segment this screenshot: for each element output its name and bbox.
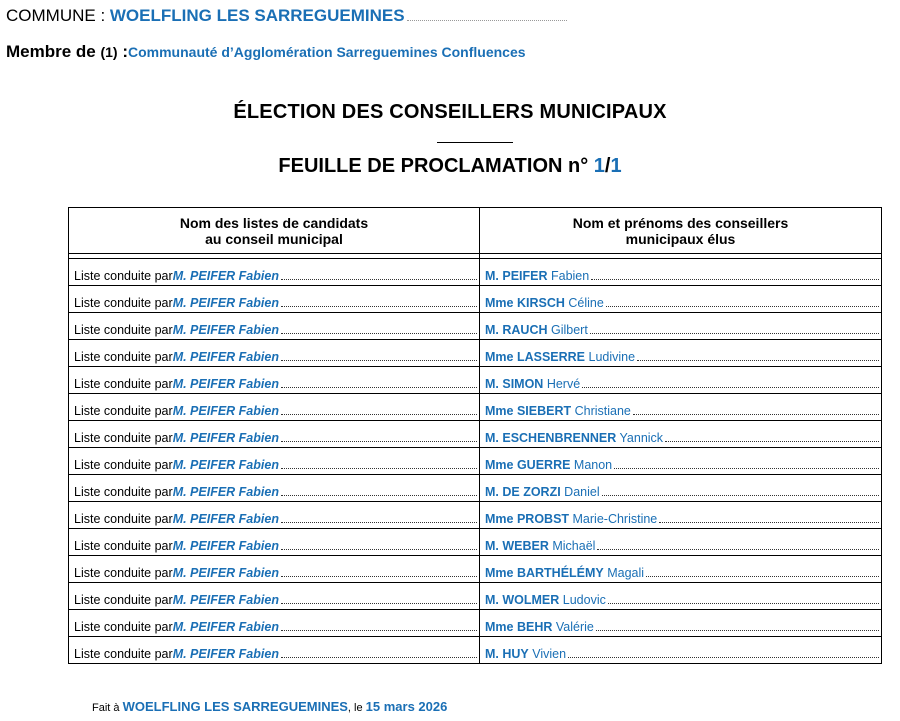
elected-cell xyxy=(480,367,882,394)
results-table xyxy=(68,207,882,664)
sheet-number: 1 xyxy=(593,155,605,177)
footer-mid: , le xyxy=(347,702,366,714)
table-row xyxy=(69,475,882,502)
elected-surname: PROBST xyxy=(516,512,570,526)
list-head-name: M. PEIFER Fabien xyxy=(172,350,279,364)
list-prefix: Liste conduite par xyxy=(74,647,173,661)
list-prefix: Liste conduite par xyxy=(74,485,173,499)
elected-given-name: Marie-Christine xyxy=(569,512,658,526)
sheet-slash: / xyxy=(604,155,611,177)
column-header-elected-line2: municipaux élus xyxy=(625,231,736,247)
list-head-name: M. PEIFER Fabien xyxy=(172,296,279,310)
column-header-elected xyxy=(480,208,882,254)
dotted-leader xyxy=(606,306,879,307)
list-prefix: Liste conduite par xyxy=(74,458,173,472)
footer-date: 15 mars 2026 xyxy=(365,699,448,714)
list-cell xyxy=(69,421,480,448)
dotted-leader xyxy=(281,279,477,280)
list-cell xyxy=(69,340,480,367)
list-cell xyxy=(69,448,480,475)
dotted-leader xyxy=(281,522,477,523)
list-cell xyxy=(69,259,480,286)
dotted-leader xyxy=(281,333,477,334)
dotted-leader xyxy=(659,522,879,523)
list-prefix: Liste conduite par xyxy=(74,269,173,283)
elected-cell xyxy=(480,313,882,340)
elected-given-name: Valérie xyxy=(552,620,594,634)
elected-given-name: Christiane xyxy=(571,404,631,418)
elected-name xyxy=(485,458,612,472)
sheet-title-prefix: FEUILLE DE PROCLAMATION n° xyxy=(278,155,594,177)
elected-name xyxy=(485,377,580,391)
elected-surname: SIMON xyxy=(502,377,544,391)
dotted-leader xyxy=(281,603,477,604)
dotted-leader xyxy=(281,495,477,496)
elected-surname: KIRSCH xyxy=(516,296,565,310)
dotted-leader xyxy=(281,576,477,577)
elected-civility: M. xyxy=(485,377,503,391)
elected-civility: Mme xyxy=(485,350,517,364)
dotted-leader xyxy=(568,657,879,658)
elected-given-name: Fabien xyxy=(547,269,590,283)
dotted-leader xyxy=(582,387,879,388)
dotted-leader xyxy=(602,495,879,496)
elected-cell xyxy=(480,637,882,664)
table-row xyxy=(69,286,882,313)
list-cell xyxy=(69,610,480,637)
list-head-name: M. PEIFER Fabien xyxy=(172,377,279,391)
elected-surname: SIEBERT xyxy=(516,404,572,418)
dotted-leader xyxy=(281,549,477,550)
elected-name xyxy=(485,485,600,499)
elected-name xyxy=(485,647,566,661)
commune-separator: : xyxy=(95,6,110,25)
dotted-leader xyxy=(590,333,879,334)
table-row xyxy=(69,367,882,394)
table-row xyxy=(69,421,882,448)
list-cell xyxy=(69,529,480,556)
elected-cell xyxy=(480,556,882,583)
dotted-leader xyxy=(614,468,879,469)
elected-name xyxy=(485,593,606,607)
list-prefix: Liste conduite par xyxy=(74,620,173,634)
elected-cell xyxy=(480,394,882,421)
elected-given-name: Vivien xyxy=(528,647,567,661)
elected-cell xyxy=(480,610,882,637)
list-head-name: M. PEIFER Fabien xyxy=(172,647,279,661)
elected-surname: WOLMER xyxy=(502,593,560,607)
membre-line xyxy=(6,42,526,62)
table-row xyxy=(69,340,882,367)
list-prefix: Liste conduite par xyxy=(74,431,173,445)
table-row xyxy=(69,637,882,664)
dotted-leader xyxy=(596,630,879,631)
elected-cell xyxy=(480,286,882,313)
footer-place: WOELFLING LES SARREGUEMINES xyxy=(122,699,348,714)
table-row xyxy=(69,502,882,529)
elected-given-name: Yannick xyxy=(616,431,664,445)
dotted-leader xyxy=(281,414,477,415)
elected-given-name: Ludivine xyxy=(585,350,636,364)
dotted-leader xyxy=(281,306,477,307)
elected-civility: Mme xyxy=(485,566,517,580)
elected-civility: Mme xyxy=(485,458,517,472)
table-row xyxy=(69,448,882,475)
elected-surname: ESCHENBRENNER xyxy=(502,431,617,445)
table-row xyxy=(69,259,882,286)
list-head-name: M. PEIFER Fabien xyxy=(172,539,279,553)
dotted-leader xyxy=(637,360,879,361)
elected-cell xyxy=(480,421,882,448)
elected-civility: M. xyxy=(485,323,503,337)
commune-label: COMMUNE xyxy=(6,6,96,25)
dotted-leader xyxy=(665,441,879,442)
elected-civility: M. xyxy=(485,647,503,661)
elected-civility: Mme xyxy=(485,512,517,526)
list-head-name: M. PEIFER Fabien xyxy=(172,323,279,337)
elected-name xyxy=(485,404,631,418)
elected-name xyxy=(485,566,644,580)
list-cell xyxy=(69,475,480,502)
elected-surname: WEBER xyxy=(502,539,549,553)
elected-name xyxy=(485,323,588,337)
elected-cell xyxy=(480,448,882,475)
list-cell xyxy=(69,394,480,421)
list-cell xyxy=(69,502,480,529)
list-head-name: M. PEIFER Fabien xyxy=(172,512,279,526)
membre-footnote-ref: (1) xyxy=(100,44,118,60)
elected-given-name: Hervé xyxy=(543,377,581,391)
footer-line xyxy=(92,699,447,714)
elected-cell xyxy=(480,529,882,556)
elected-civility: M. xyxy=(485,485,503,499)
elected-given-name: Céline xyxy=(564,296,604,310)
footer-prefix: Fait à xyxy=(92,702,123,714)
elected-surname: GUERRE xyxy=(516,458,571,472)
dotted-leader xyxy=(281,657,477,658)
list-head-name: M. PEIFER Fabien xyxy=(172,431,279,445)
membre-separator: : xyxy=(117,42,128,61)
elected-surname: DE ZORZI xyxy=(502,485,561,499)
dotted-leader xyxy=(281,468,477,469)
table-row xyxy=(69,556,882,583)
list-prefix: Liste conduite par xyxy=(74,323,173,337)
elected-given-name: Michaël xyxy=(548,539,596,553)
elected-given-name: Gilbert xyxy=(547,323,588,337)
elected-name xyxy=(485,539,595,553)
list-head-name: M. PEIFER Fabien xyxy=(172,458,279,472)
list-cell xyxy=(69,286,480,313)
elected-surname: HUY xyxy=(502,647,529,661)
elected-surname: LASSERRE xyxy=(516,350,586,364)
elected-cell xyxy=(480,475,882,502)
dotted-leader xyxy=(281,630,477,631)
list-head-name: M. PEIFER Fabien xyxy=(172,620,279,634)
sheet-total: 1 xyxy=(610,155,622,177)
dotted-leader xyxy=(281,360,477,361)
table-row xyxy=(69,394,882,421)
elected-surname: BARTHÉLÉMY xyxy=(516,566,604,580)
list-prefix: Liste conduite par xyxy=(74,539,173,553)
elected-surname: RAUCH xyxy=(502,323,548,337)
table-row xyxy=(69,610,882,637)
elected-name xyxy=(485,620,594,634)
list-prefix: Liste conduite par xyxy=(74,296,173,310)
elected-given-name: Daniel xyxy=(560,485,600,499)
commune-dotted-leader xyxy=(407,11,567,21)
elected-civility: M. xyxy=(485,539,503,553)
table-header-row xyxy=(69,208,882,254)
elected-surname: BEHR xyxy=(516,620,553,634)
list-cell xyxy=(69,313,480,340)
list-head-name: M. PEIFER Fabien xyxy=(172,269,279,283)
elected-cell xyxy=(480,259,882,286)
list-head-name: M. PEIFER Fabien xyxy=(172,593,279,607)
elected-given-name: Magali xyxy=(603,566,645,580)
elected-given-name: Ludovic xyxy=(559,593,606,607)
elected-name xyxy=(485,431,663,445)
list-prefix: Liste conduite par xyxy=(74,377,173,391)
dotted-leader xyxy=(646,576,879,577)
elected-name xyxy=(485,350,635,364)
dotted-leader xyxy=(608,603,879,604)
list-prefix: Liste conduite par xyxy=(74,593,173,607)
dotted-leader xyxy=(281,441,477,442)
page-title: ÉLECTION DES CONSEILLERS MUNICIPAUX xyxy=(233,101,667,123)
elected-civility: M. xyxy=(485,269,503,283)
column-header-lists-line1: Nom des listes de candidats xyxy=(179,215,369,231)
elected-civility: Mme xyxy=(485,404,517,418)
table-row xyxy=(69,529,882,556)
list-cell xyxy=(69,637,480,664)
list-prefix: Liste conduite par xyxy=(74,512,173,526)
commune-line xyxy=(6,6,567,26)
dotted-leader xyxy=(633,414,879,415)
elected-civility: M. xyxy=(485,593,503,607)
list-prefix: Liste conduite par xyxy=(74,404,173,418)
list-head-name: M. PEIFER Fabien xyxy=(172,566,279,580)
dotted-leader xyxy=(591,279,879,280)
list-cell xyxy=(69,556,480,583)
title-divider xyxy=(437,142,513,143)
elected-civility: Mme xyxy=(485,620,517,634)
membre-value: Communauté d’Agglomération Sarreguemines Confluences xyxy=(128,44,526,60)
elected-cell xyxy=(480,583,882,610)
commune-name: WOELFLING LES SARREGUEMINES xyxy=(109,6,405,25)
dotted-leader xyxy=(597,549,879,550)
list-head-name: M. PEIFER Fabien xyxy=(172,485,279,499)
elected-name xyxy=(485,269,589,283)
elected-name xyxy=(485,296,604,310)
list-prefix: Liste conduite par xyxy=(74,350,173,364)
elected-given-name: Manon xyxy=(570,458,613,472)
list-cell xyxy=(69,583,480,610)
column-header-lists-line2: au conseil municipal xyxy=(205,231,343,247)
elected-cell xyxy=(480,340,882,367)
membre-label: Membre de xyxy=(6,42,101,61)
elected-name xyxy=(485,512,657,526)
elected-civility: Mme xyxy=(485,296,517,310)
dotted-leader xyxy=(281,387,477,388)
column-header-elected-line1: Nom et prénoms des conseillers xyxy=(572,215,789,231)
list-cell xyxy=(69,367,480,394)
list-head-name: M. PEIFER Fabien xyxy=(172,404,279,418)
table-row xyxy=(69,583,882,610)
elected-civility: M. xyxy=(485,431,503,445)
table-row xyxy=(69,313,882,340)
sheet-title xyxy=(0,155,900,178)
elected-surname: PEIFER xyxy=(502,269,548,283)
list-prefix: Liste conduite par xyxy=(74,566,173,580)
column-header-lists xyxy=(69,208,480,254)
elected-cell xyxy=(480,502,882,529)
